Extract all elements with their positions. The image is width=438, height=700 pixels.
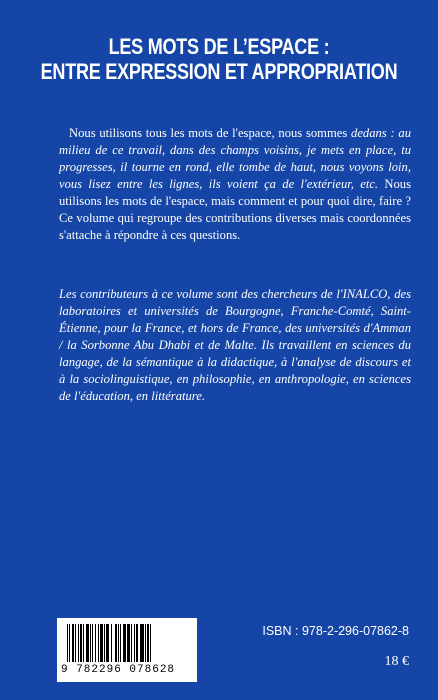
isbn-label: ISBN : 978-2-296-07862-8 bbox=[262, 624, 409, 638]
title-line-1: LES MOTS DE L’ESPACE : bbox=[108, 34, 330, 59]
barcode-digits: 9 782296 078628 bbox=[61, 664, 176, 676]
book-title bbox=[39, 34, 398, 84]
barcode-bars bbox=[67, 624, 185, 662]
description-paragraph bbox=[59, 125, 411, 244]
barcode-block bbox=[57, 618, 197, 682]
description-text-examples: dedans : au milieu de ce travail, dans des champs voisins, je mets en place, tu progresses, il tourne en rond, elle tombe de haut, nous voyons loin, vous lisez entre les lignes, ils voient ça de l'extérieur, etc. bbox=[59, 126, 411, 191]
price-label: 18 € bbox=[384, 654, 409, 669]
contributors-paragraph: Les contributeurs à ce volume sont des chercheurs de l'INALCO, des laboratoires et universités de Bourgogne, Franche-Comté, Saint-Étienne, pour la France, et hors de France, des universités d'Amman / la Sorbonne Abu Dhabi et de Malte. Ils travaillent en sciences du langage, de la sémantique à la didactique, à l'analyse de discours et à la sociolinguistique, en philosophie, en anthropologie, en sciences de l'éducation, en littérature. bbox=[59, 287, 411, 403]
description-text-c: Nous utilisons les mots de l'espace, mais comment et pour quoi dire, faire ? Ce volume qui regroupe des contributions diverses mais coordonnées s'attache à répondre à ces questions. bbox=[59, 177, 411, 242]
description-text-a: Nous utilisons tous les mots de l'espace, nous sommes bbox=[69, 126, 352, 140]
title-line-2: ENTRE EXPRESSION ET APPROPRIATION bbox=[40, 59, 398, 84]
